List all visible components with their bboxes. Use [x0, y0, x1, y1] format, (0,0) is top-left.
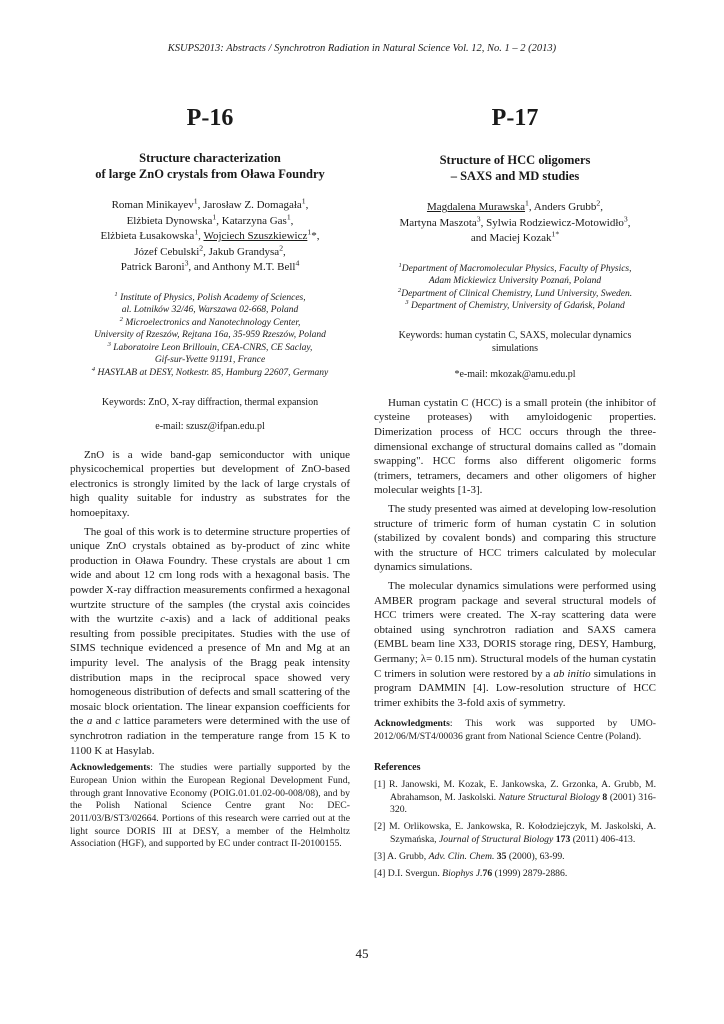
author-affil-mark: 1: [212, 211, 217, 221]
author: Patrick Baroni: [120, 261, 185, 273]
presenting-author: Wojciech Szuszkiewicz: [203, 230, 308, 242]
author-list: Magdalena Murawska$^1$, Anders Grubb$^2$, Martyna Maszota$^3$, Sylwia Rodziewicz-Motowidło$^3$, and Maciej Kozak$^{1*}$: [399, 198, 631, 244]
author: and Maciej Kozak: [470, 232, 552, 244]
abstract-body: [70, 448, 350, 851]
affil-number: 4: [91, 365, 96, 373]
affiliation: Department of Chemistry, University of Gdańsk, Poland: [410, 301, 625, 312]
page-number: 45: [355, 946, 369, 961]
title-line-1: Structure of HCC oligomers: [439, 153, 591, 167]
acknowledgements: [70, 762, 350, 851]
text-run: 8: [602, 791, 608, 803]
text-run: c: [160, 613, 166, 626]
body-paragraph: Human cystatin C (HCC) is a small protein (the inhibitor of cysteine proteases) with amyloidogenic properties. Dimerization process of HCC occurs through the three-dimensional exchange of structural domains called as "domain swapping". HCC forms also different oligomeric forms (trimers, tetramers, decamers and other oligomers of higher molecular weights [1-3].: [374, 396, 656, 497]
text-run: [4] D.I. Svergun.: [374, 867, 443, 879]
keywords: [374, 329, 656, 355]
author-affil-mark: 1: [525, 198, 529, 208]
author-affil-mark: 2: [279, 242, 284, 252]
author-affil-mark: 1: [193, 196, 198, 206]
author: Jarosław Z. Domagała: [203, 199, 302, 211]
text-run: -axis) and a lack of additional peaks resulting from possible precipitates. Studies with the use of SIMS technique evidenced a presence of Mn and Mg at an impurity level. The analysis of the Bragg peak intensity distribution maps in the reciprocal space showed very homogeneous distribution of defects and small scattering of the mosaic block orientation. The linear expansion coefficients for the: [70, 613, 350, 728]
text-run: c: [115, 715, 120, 728]
body-paragraph: The study presented was aimed at developing low-resolution structure of trimeric form of human cystatin C in solution (stabilized by covalent bonds) and comparing this structure with the structure of HCC trimers calculated by molecular dynamics simulations.: [374, 503, 656, 574]
affiliation: Department of Clinical Chemistry, Lund University, Sweden.: [401, 288, 633, 299]
abstract-title: [374, 152, 656, 184]
author: Józef Cebulski: [134, 245, 200, 258]
contact-email: *e-mail: mkozak@amu.edu.pl: [454, 368, 576, 380]
affiliation: Department of Macromolecular Physics, Faculty of Physics,: [401, 263, 632, 274]
abstract-body: [374, 396, 656, 880]
author-affil-mark: 1: [194, 227, 199, 237]
body-paragraph: ZnO is a wide band-gap semiconductor with unique physicochemical properties but development of ZnO-based electronics is strongly limited by the lack of large crystals of high quality suitable for industry as substrates for the homoepitaxy.: [70, 448, 350, 520]
text-run: (1999) 2879-2886.: [492, 867, 568, 879]
presenting-author: Magdalena Murawska: [426, 201, 526, 213]
text-run: (2001) 316-320.: [390, 791, 657, 816]
author-affil-mark: 1: [301, 196, 306, 206]
author-affil-mark: 3: [623, 213, 628, 223]
affil-number: 1: [398, 261, 402, 269]
abstract-p16: [70, 100, 350, 851]
text-run: (2000), 63-99.: [506, 850, 565, 862]
acknowledgements: [374, 718, 656, 743]
text-run: lattice parameters were determined with the use of synchrotron radiation in the temperature range from 15 K to 1100 K at Hasylab.: [70, 715, 350, 757]
author: Roman Minikayev: [111, 199, 194, 211]
contact-email: e-mail: szusz@ifpan.edu.pl: [155, 420, 265, 432]
affiliation: Microelectronics and Nanotechnology Center,: [125, 317, 301, 328]
affil-number: 2: [397, 286, 402, 294]
keywords-line: simulations: [491, 342, 539, 354]
keywords-line: Keywords: human cystatin C, SAXS, molecular dynamics: [398, 329, 632, 341]
author-affil-mark: 4: [295, 258, 300, 268]
affiliation: University of Rzeszów, Rejtana 16a, 35-959 Rzeszów, Poland: [94, 330, 326, 341]
text-run: a: [86, 715, 93, 728]
text-run: 35: [496, 850, 507, 862]
author: Sylwia Rodziewicz-Motowidło: [486, 216, 624, 229]
affiliation: HASYLAB at DESY, Notkestr. 85, Hamburg 22607, Germany: [97, 368, 329, 379]
text-run: Nature Structural Biology: [498, 791, 600, 803]
author-affil-mark: 2: [596, 198, 601, 208]
affiliation: al. Lotników 32/46, Warszawa 02-668, Poland: [121, 305, 299, 316]
journal-header: KSUPS2013: Abstracts / Synchrotron Radiation in Natural Science Vol. 12, No. 1 – 2 (2013): [167, 43, 557, 54]
reference-item: [374, 779, 656, 817]
author-affil-mark: 1*: [551, 229, 560, 239]
author-affil-mark: 1: [307, 227, 312, 237]
poster-id: P-17: [491, 105, 539, 131]
affiliation-list: [374, 263, 656, 313]
author-affil-mark: 3: [184, 258, 189, 268]
affiliation-list: [70, 292, 350, 380]
author-affil-mark: 2: [199, 242, 204, 252]
affil-number: 3: [107, 340, 111, 348]
text-run: Journal of Structural Biology: [438, 833, 554, 845]
author: and Anthony M.T. Bell: [193, 261, 296, 273]
title-line-1: Structure characterization: [139, 151, 281, 165]
affiliation: Adam Mickiewicz University Poznań, Poland: [428, 276, 602, 287]
text-run: (2011) 406-413.: [570, 833, 636, 845]
ack-text: : This work was supported by UMO-2012/06/M/ST4/00036 grant from National Science Centre (Poland).: [374, 718, 656, 743]
affiliation: Gif-sur-Yvette 91191, France: [154, 355, 266, 366]
text-run: and: [92, 715, 116, 728]
keywords: Keywords: ZnO, X-ray diffraction, thermal expansion: [101, 396, 319, 408]
affil-number: 2: [119, 315, 123, 323]
affil-number: 3: [405, 299, 409, 307]
author-affil-mark: 3: [476, 213, 481, 223]
corresponding-mark: *: [311, 230, 317, 242]
poster-id: P-16: [186, 105, 234, 131]
affiliation: Laboratoire Leon Brillouin, CEA-CNRS, CE Saclay,: [113, 342, 313, 353]
text-run: The molecular dynamics simulations were performed using AMBER program package and several structural models of HCC trimers were created. The X-ray scattering data were obtained using synchrotron radiation and SAXS camera (EMBL beam line X33, DORIS storage ring, DESY, Hamburg, Germany; λ= 0.15 nm). Structural models of the human cystatin C trimers in solution were restored by a: [374, 580, 656, 680]
affil-number: 1: [114, 290, 118, 298]
author-list: Roman Minikayev$^1$, Jarosław Z. Domagała$^1$, Elżbieta Dynowska$^1$, Katarzyna Gas$^1$, Elżbieta Łusakowska$^1$, Wojciech Szuszkiewicz$^1$*, Józef Cebulski$^2$, Jakub Grandysa$^2$, Patrick Baroni$^3$, and Anthony M.T. Bell$^4$: [100, 196, 320, 273]
text-run: ab initio: [553, 667, 591, 680]
reference-item: [374, 868, 656, 881]
body-paragraph: [374, 579, 656, 710]
text-run: Biophys J.: [442, 867, 483, 879]
author: Anders Grubb: [533, 201, 597, 213]
text-run: 76: [482, 867, 493, 879]
affiliation: Institute of Physics, Polish Academy of Sciences,: [120, 292, 306, 303]
title-line-2: – SAXS and MD studies: [450, 169, 580, 183]
text-run: Adv. Clin. Chem.: [428, 850, 495, 862]
reference-item: [374, 821, 656, 847]
abstract-title: [70, 150, 350, 182]
text-run: The goal of this work is to determine structure properties of unique ZnO crystals obtained as by-product of zinc white production in Oława Foundry. These crystals are about 1 cm wide and about 12 cm long rods with a hexagonal basis. The powder X-ray diffraction measurements confirmed a hexagonal wurtzite structure of the samples (the crystal axis coincides with the wurtzite: [70, 525, 350, 626]
text-run: [1] R. Janowski, M. Kozak, E. Jankowska, Z. Grzonka, A. Grubb, M. Abrahamson, M. Jaskolski.: [374, 778, 656, 803]
text-run: [3] A. Grubb,: [374, 850, 429, 862]
author: Elżbieta Dynowska: [126, 214, 213, 227]
text-run: 173: [555, 833, 571, 845]
author: Katarzyna Gas: [221, 214, 287, 227]
author: Martyna Maszota: [399, 216, 477, 229]
title-line-2: of large ZnO crystals from Oława Foundry: [95, 167, 325, 181]
ack-label: Acknowledgements: [70, 762, 151, 774]
reference-item: [374, 851, 656, 864]
text-run: simulations in program DAMMIN [4]. Low-resolution structure of HCC trimer exhibits the 3-fold axis of symmetry.: [374, 667, 657, 709]
ack-text: : The studies were partially supported by the European Union within the European Regional Development Fund, through grant Innovative Economy (POIG.01.01.02-00-008/08), and by the Polish National Science Centre grant No: DEC-2011/03/B/ST3/02664. Portions of this research were carried out at the light source DORIS III at DESY, a member of the Helmholtz Association (HGF), and supported by EC under contract II-20100155.: [70, 762, 350, 850]
author-affil-mark: 1: [286, 211, 291, 221]
references-heading: References: [374, 761, 421, 773]
author: Jakub Grandysa: [208, 245, 280, 258]
text-run: [2] M. Orlikowska, E. Jankowska, R. Kołodziejczyk, M. Jaskolski, A. Szymańska,: [374, 821, 656, 845]
author: Elżbieta Łusakowska: [100, 230, 195, 242]
ack-label: Acknowledgments: [374, 718, 450, 730]
abstract-p17: [374, 100, 656, 884]
body-paragraph: [70, 525, 350, 759]
